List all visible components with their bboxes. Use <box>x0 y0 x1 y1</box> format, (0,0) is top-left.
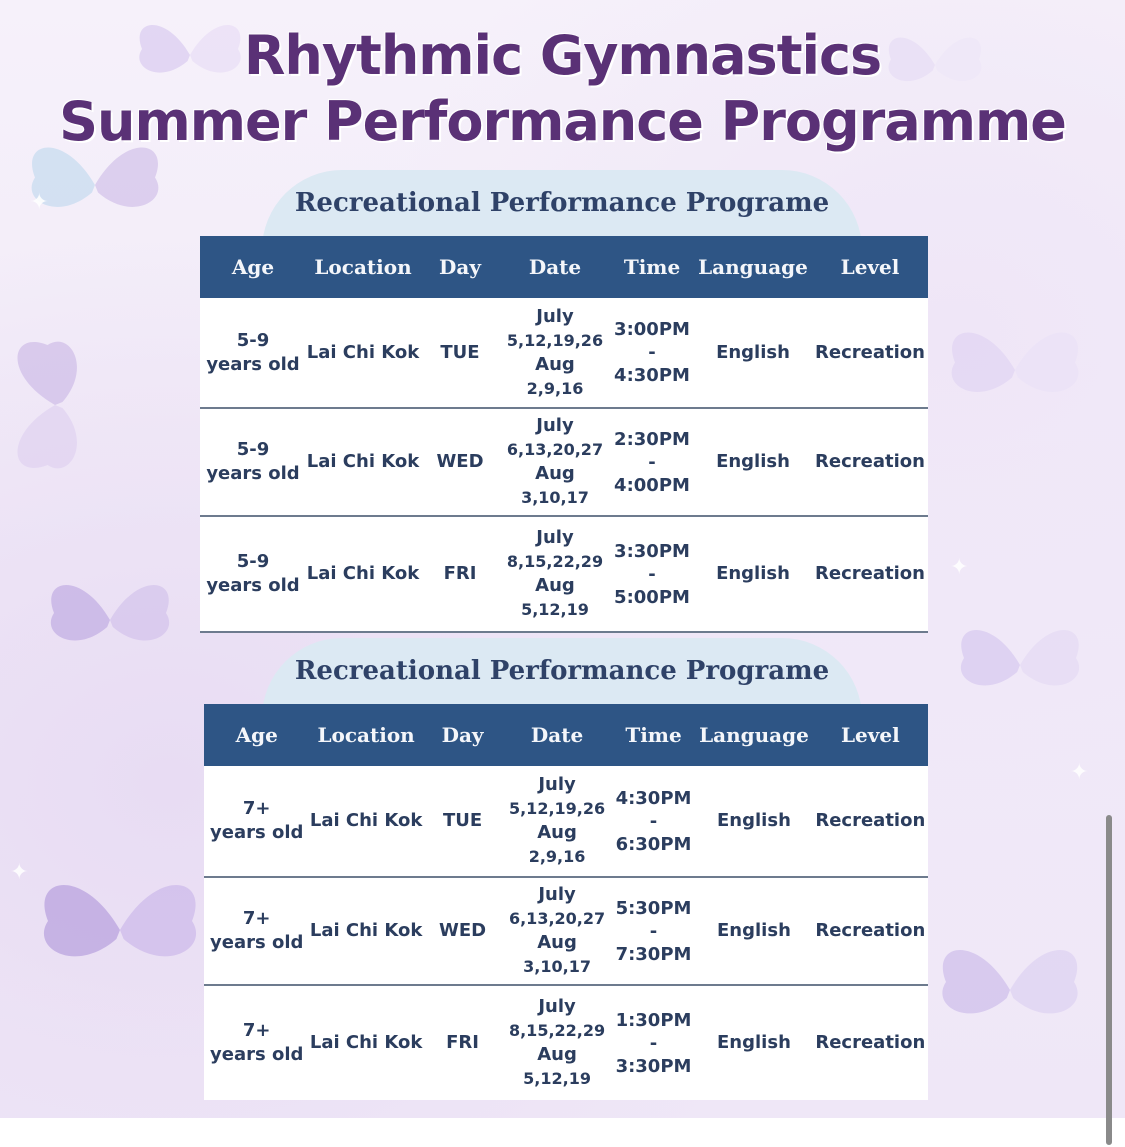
header-location: Location <box>314 255 412 279</box>
language-cell: English <box>716 451 790 472</box>
age-cell: 5-9 years old <box>206 439 300 484</box>
location-cell: Lai Chi Kok <box>309 810 423 831</box>
poster-title-line1: Rhythmic Gymnastics <box>243 24 882 87</box>
header-level: Level <box>840 255 900 279</box>
day-cell: FRI <box>446 1032 479 1053</box>
section-title: Recreational Performance Programe <box>294 188 830 218</box>
butterfly-icon <box>930 920 1090 1060</box>
age-cell: 7+ years old <box>210 798 304 843</box>
table-row <box>204 766 928 878</box>
sparkle-icon: ✦ <box>950 555 969 580</box>
header-age: Age <box>235 723 278 747</box>
sparkle-icon: ✦ <box>10 860 29 885</box>
butterfly-icon <box>0 330 110 480</box>
level-cell: Recreation <box>815 341 925 363</box>
day-cell: TUE <box>442 810 483 831</box>
header-level: Level <box>840 723 900 747</box>
date-cell: July 8,15,22,29 Aug 5,12,19 <box>506 527 604 619</box>
butterfly-icon <box>950 600 1090 730</box>
language-cell: English <box>717 920 791 941</box>
table-header <box>200 236 928 298</box>
table-row <box>200 298 928 409</box>
level-cell: Recreation <box>815 563 925 584</box>
header-time: Time <box>625 723 682 747</box>
section-title: Recreational Performance Programe <box>294 656 830 686</box>
age-cell: 7+ years old <box>210 1020 304 1065</box>
header-time: Time <box>623 255 681 279</box>
sparkle-icon: ✦ <box>1070 760 1089 785</box>
time-cell: 3:30PM - 5:00PM <box>614 540 690 608</box>
table-row <box>200 517 928 633</box>
header-day: Day <box>439 255 481 279</box>
butterfly-icon <box>40 560 180 680</box>
age-cell: 5-9 years old <box>206 551 300 596</box>
butterfly-icon <box>30 860 210 1000</box>
time-cell: 1:30PM - 3:30PM <box>615 1009 692 1077</box>
location-cell: Lai Chi Kok <box>306 563 420 584</box>
header-date: Date <box>530 723 584 747</box>
language-cell: English <box>717 810 791 831</box>
level-cell: Recreation <box>815 920 926 941</box>
schedule-table <box>204 704 928 1100</box>
location-cell: Lai Chi Kok <box>306 341 420 363</box>
table-header <box>204 704 928 766</box>
language-cell: English <box>717 1032 791 1053</box>
level-cell: Recreation <box>815 451 925 472</box>
scrollbar-thumb[interactable] <box>1106 815 1112 1145</box>
header-language: Language <box>698 255 808 279</box>
date-cell: July 6,13,20,27 Aug 3,10,17 <box>508 884 606 976</box>
header-language: Language <box>699 723 809 747</box>
date-cell: July 5,12,19,26 Aug 2,9,16 <box>506 305 604 398</box>
language-cell: English <box>716 341 790 363</box>
time-cell: 4:30PM - 6:30PM <box>615 787 692 855</box>
age-cell: 5-9 years old <box>206 329 300 375</box>
header-age: Age <box>231 255 275 279</box>
location-cell: Lai Chi Kok <box>309 920 423 941</box>
date-cell: July 6,13,20,27 Aug 3,10,17 <box>506 415 604 507</box>
level-cell: Recreation <box>815 810 926 831</box>
table-row <box>204 986 928 1100</box>
poster-title-line2: Summer Performance Programme <box>59 90 1066 153</box>
header-location: Location <box>317 723 415 747</box>
time-cell: 3:00PM - 4:30PM <box>614 319 690 386</box>
sparkle-icon: ✦ <box>30 190 49 215</box>
table-row <box>200 409 928 517</box>
location-cell: Lai Chi Kok <box>309 1032 423 1053</box>
day-cell: WED <box>436 451 484 472</box>
time-cell: 5:30PM - 7:30PM <box>615 897 692 965</box>
day-cell: FRI <box>443 563 477 584</box>
location-cell: Lai Chi Kok <box>306 451 420 472</box>
time-cell: 2:30PM - 4:00PM <box>614 428 690 496</box>
butterfly-icon <box>940 310 1090 430</box>
level-cell: Recreation <box>815 1032 926 1053</box>
age-cell: 7+ years old <box>210 908 304 953</box>
table-row <box>204 878 928 986</box>
day-cell: TUE <box>440 341 480 363</box>
language-cell: English <box>716 563 790 584</box>
day-cell: WED <box>439 920 487 941</box>
header-day: Day <box>441 723 484 747</box>
date-cell: July 5,12,19,26 Aug 2,9,16 <box>508 774 606 866</box>
header-date: Date <box>528 255 582 279</box>
schedule-table <box>200 236 928 633</box>
date-cell: July 8,15,22,29 Aug 5,12,19 <box>508 996 606 1088</box>
